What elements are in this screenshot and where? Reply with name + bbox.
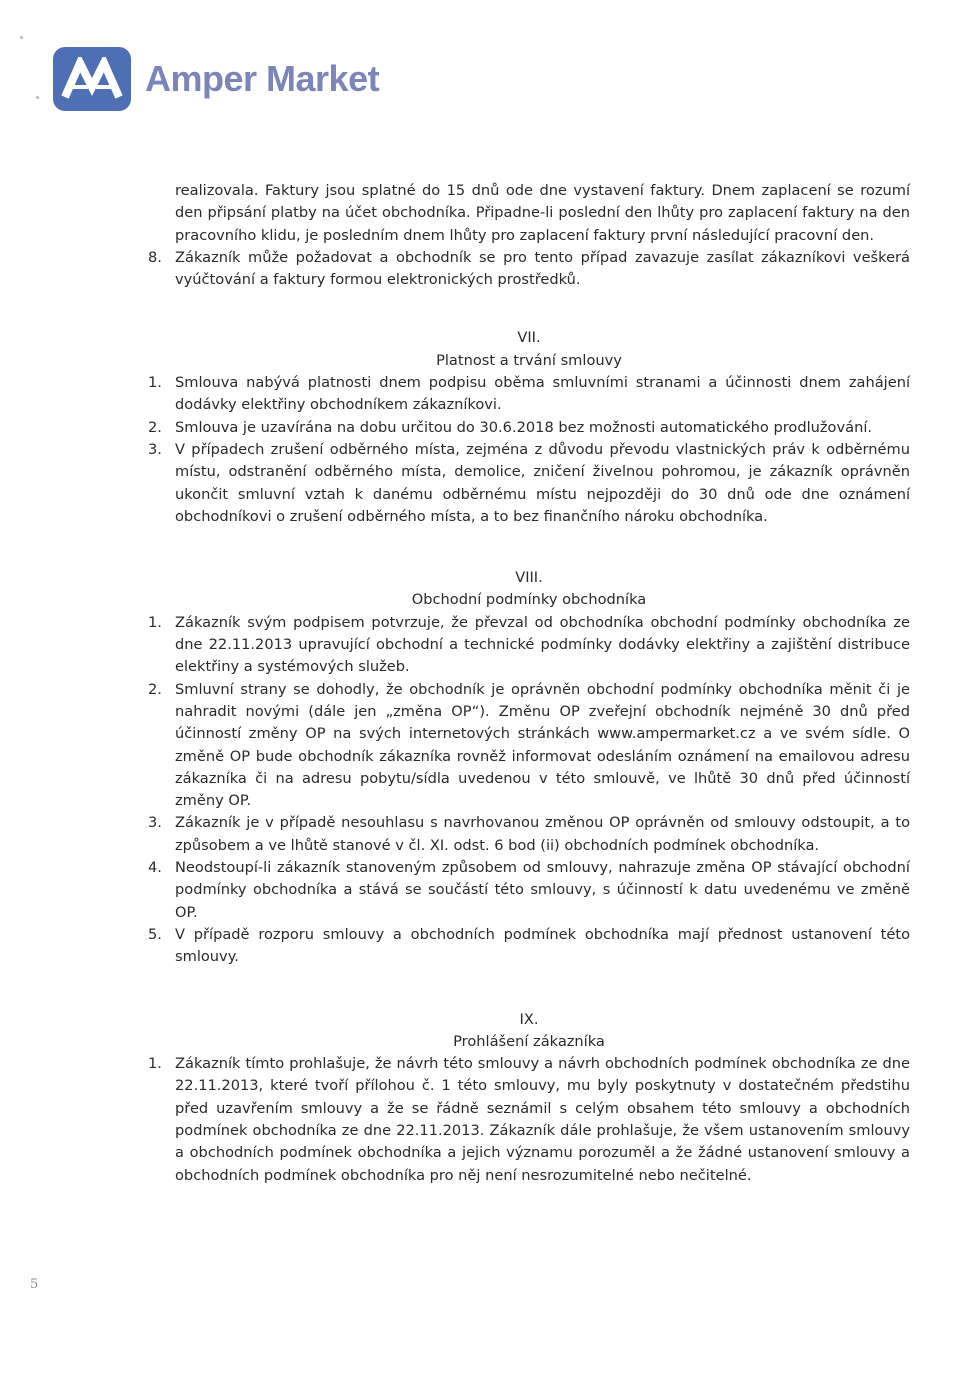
- item-number: 1.: [148, 374, 162, 392]
- list-item: [148, 612, 910, 679]
- item-text: Smlouva je uzavírána na dobu určitou do 30.6.2018 bez možnosti automatického prodlužování.: [175, 418, 873, 436]
- item-text: Smlouva nabývá platnosti dnem podpisu oběma smluvními stranami a účinnosti dnem zahájení dodávky elektřiny obchodníkem zákazníkovi.: [175, 374, 910, 414]
- item-number: 2.: [148, 680, 162, 698]
- list-item: [148, 812, 910, 857]
- list-item: [148, 924, 910, 969]
- list-item: [148, 439, 910, 528]
- item-text: Smluvní strany se dohodly, že obchodník je oprávněn obchodní podmínky obchodníka měnit či je nahradit novými (dále jen „změna OP“). Změnu OP zveřejní obchodník nejméně 30 dnů před účinností změny OP na svých internetových stránkách www.ampermarket.cz a ve svém sídle. O změně OP bude obchodník zákazníka rovněž informovat odesláním oznámení na emailovou adresu zákazníka či na adresu pobytu/sídla uvedenou v této smlouvě, ve lhůtě 30 dnů před účinností změny OP.: [175, 680, 910, 810]
- section-title: Prohlášení zákazníka: [453, 1032, 605, 1050]
- list-item: [148, 417, 910, 439]
- page-mark: 5: [30, 1277, 39, 1292]
- item-number: 4.: [148, 859, 162, 877]
- list-item: [148, 679, 910, 813]
- item-number: 1.: [148, 1055, 162, 1073]
- section-number: VII.: [517, 329, 541, 347]
- letterhead: [53, 47, 379, 111]
- item-number: 8.: [148, 248, 162, 266]
- item-text: V případech zrušení odběrného místa, zejména z důvodu převodu vlastnických práv k odběrnému místu, odstranění odběrného místa, demolice, zničení živelnou pohromou, je zákazník oprávněn ukončit smluvní vztah k danému odběrnému místu nejpozději do 30 dnů ode dne oznámení obchodníkovi o zrušení odběrného místa, a to bez finančního nároku obchodníka.: [175, 440, 910, 525]
- item-number: 5.: [148, 925, 162, 943]
- item-number: 2.: [148, 418, 162, 436]
- section-vii: [148, 327, 910, 528]
- scan-speck: [36, 96, 39, 99]
- item-number: 3.: [148, 440, 162, 458]
- section-ix: [148, 1009, 910, 1187]
- brand-name: Amper Market: [145, 58, 380, 99]
- scan-speck: [20, 36, 23, 39]
- section-viii: [148, 567, 910, 968]
- document-body: [148, 180, 910, 1187]
- list-item: [148, 247, 910, 292]
- list-item: [148, 372, 910, 417]
- item-text: V případě rozporu smlouvy a obchodních podmínek obchodníka mají přednost ustanovení této smlouvy.: [175, 925, 910, 966]
- item-text: Zákazník svým podpisem potvrzuje, že převzal od obchodníka obchodní podmínky obchodníka ze dne 22.11.2013 upravující obchodní a technické podmínky dodávky elektřiny a zajištění distribuce elektřiny a systémových služeb.: [175, 613, 910, 676]
- list-item: [148, 857, 910, 924]
- item-number: 3.: [148, 814, 162, 832]
- paragraph-continuation: realizovala. Faktury jsou splatné do 15 dnů ode dne vystavení faktury. Dnem zaplacení se rozumí den připsání platby na účet obchodníka. Připadne-li poslední den lhůty pro zaplacení faktury na den pracovního klidu, je posledním dnem lhůty pro zaplacení faktury první následující pracovní den.: [175, 182, 910, 244]
- item-text: Zákazník může požadovat a obchodník se pro tento případ zavazuje zasílat zákazníkovi veškerá vyúčtování a faktury formou elektronických prostředků.: [175, 248, 910, 289]
- section-title: Platnost a trvání smlouvy: [436, 351, 622, 369]
- item-number: 1.: [148, 613, 162, 631]
- section-number: VIII.: [515, 569, 543, 587]
- item-text: Zákazník tímto prohlašuje, že návrh této smlouvy a návrh obchodních podmínek obchodníka ze dne 22.11.2013, které tvoří přílohou č. 1 této smlouvy, mu byly poskytnuty v dostatečném předstihu před uzavřením smlouvy a že se řádně seznámil s celým obsahem této smlouvy a obchodních podmínek obchodníka ze dne 22.11.2013. Zákazník dále prohlašuje, že všem ustanovením smlouvy a obchodních podmínek obchodníka a jejich významu porozuměl a že žádné ustanovení smlouvy a obchodních podmínek obchodníka pro něj není nesrozumitelné nebo nečitelné.: [175, 1055, 910, 1184]
- item-text: Neodstoupí-li zákazník stanoveným způsobem od smlouvy, nahrazuje změna OP stávající obchodní podmínky obchodníka a stává se součástí této smlouvy, s účinností k datu uvedenému ve změně OP.: [175, 859, 910, 921]
- section-title: Obchodní podmínky obchodníka: [411, 591, 647, 609]
- section-number: IX.: [519, 1010, 539, 1028]
- list-item: [148, 1053, 910, 1187]
- amper-market-logo-icon: [53, 47, 131, 111]
- item-text: Zákazník je v případě nesouhlasu s navrhovanou změnou OP oprávněn od smlouvy odstoupit, a to způsobem a ve lhůtě stanové v čl. XI. odst. 6 bod (ii) obchodních podmínek obchodníka.: [175, 814, 910, 854]
